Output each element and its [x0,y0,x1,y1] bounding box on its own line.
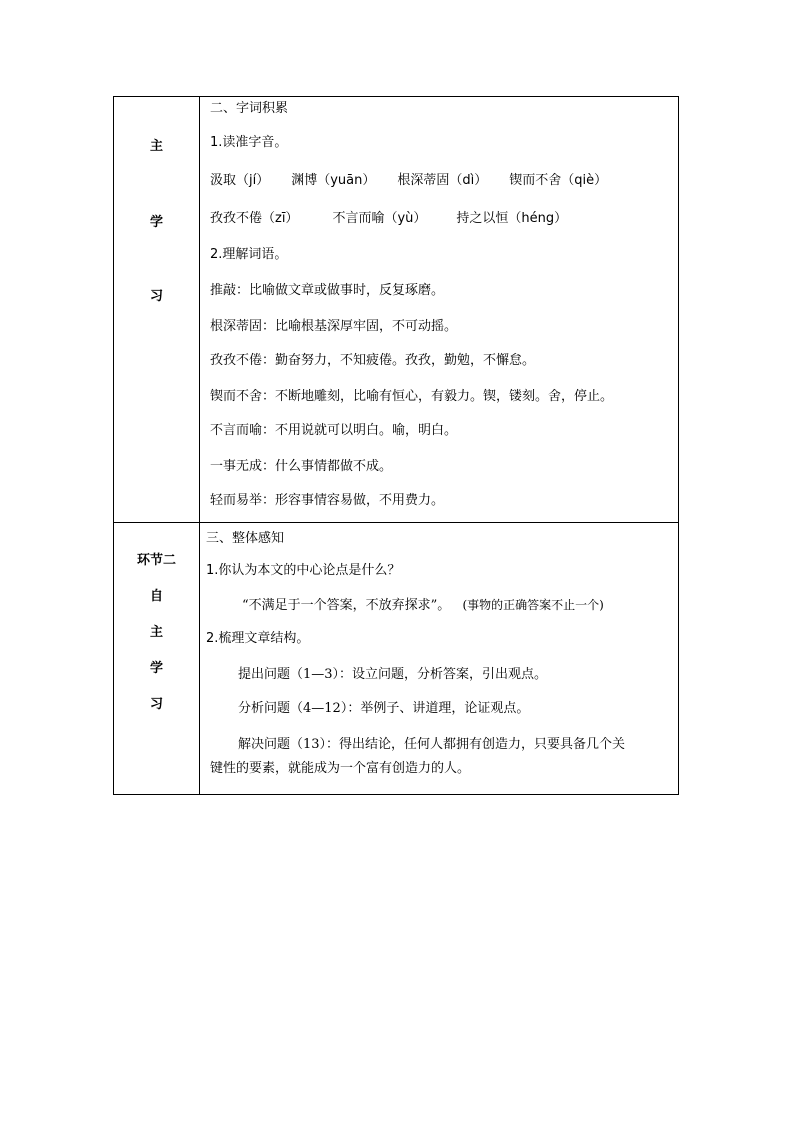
structure-line: 分析问题（4—12）：举例子、讲道理，论证观点。 [238,701,530,716]
structure-line: 解决问题（13）：得出结论，任何人都拥有创造力，只要具备几个关 [238,737,626,752]
table-row [114,523,679,795]
section-heading: 二、字词积累 [210,101,289,116]
question: 2.梳理文章结构。 [206,631,310,646]
section-label-char: 习 [149,289,163,304]
section-content-cell [200,97,679,523]
subheading: 2.理解词语。 [210,247,288,262]
pinyin-word: 持之以恒（héng） [456,211,568,226]
definition-line: 孜孜不倦：勤奋努力，不知疲倦。孜孜，勤勉，不懈怠。 [210,353,536,368]
structure-line: 提出问题（1—3）：设立问题，分析答案，引出观点。 [238,667,548,682]
section-heading: 三、整体感知 [206,531,285,546]
section-label-char: 自 [149,589,163,604]
pinyin-word: 不言而喻（yù） [332,211,427,226]
definition-line: 锲而不舍：不断地雕刻，比喻有恒心，有毅力。锲，镂刻。舍，停止。 [210,389,614,404]
table-row [114,97,679,523]
subheading: 1.读准字音。 [210,135,288,150]
section-label-char: 主 [149,139,163,154]
answer-note: (事物的正确答案不止一个) [462,598,604,612]
section-content-cell [200,523,679,795]
section-label-cell [114,523,200,795]
question: 1.你认为本文的中心论点是什么？ [206,563,401,578]
answer-quote: “不满足于一个答案，不放弃探求”。 [242,598,451,613]
lesson-table [113,96,679,795]
pinyin-row [210,173,607,189]
pinyin-word: 孜孜不倦（zī） [210,211,299,226]
pinyin-row [210,211,567,227]
definition-line: 推敲：比喻做文章或做事时，反复琢磨。 [210,283,445,298]
pinyin-word: 根深蒂固（dì） [397,173,488,188]
pinyin-word: 锲而不舍（qiè） [509,173,608,188]
definition-line: 一事无成：什么事情都做不成。 [210,459,393,474]
section-label-char: 习 [149,697,163,712]
section-label-char: 学 [149,661,163,676]
pinyin-word: 渊博（yuān） [291,173,376,188]
definition-line: 不言而喻：不用说就可以明白。喻，明白。 [210,423,458,438]
section-label-cell [114,97,200,523]
definition-line: 轻而易举：形容事情容易做，不用费力。 [210,493,445,508]
answer-line [242,597,604,614]
definition-line: 根深蒂固：比喻根基深厚牢固，不可动摇。 [210,319,458,334]
section-label-char: 学 [149,215,163,230]
section-label-char: 主 [149,625,163,640]
pinyin-word: 汲取（jí） [210,173,270,188]
section-label-char: 环节二 [136,553,176,568]
structure-line: 键性的要素，就能成为一个富有创造力的人。 [210,761,471,776]
